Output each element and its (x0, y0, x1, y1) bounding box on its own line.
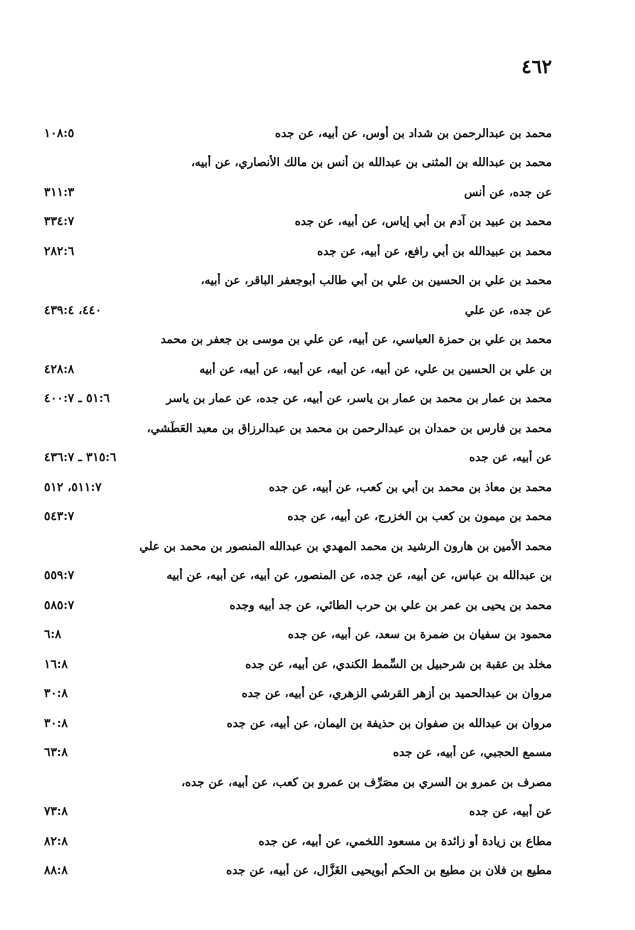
entry-text: محمد بن عبيد بن آدم بن أبي إياس، عن أبيه، عن جده (294, 214, 552, 229)
entry-text: مخلد بن عقبة بن شرحبيل بن السِّمط الكندي، عن أبيه، عن جده (245, 656, 552, 671)
entry-text: محمد بن فارس بن حمدان بن عبدالرحمن بن محمد بن عبدالرزاق بن معبد العَطَشي، (146, 420, 552, 435)
index-entry (44, 207, 552, 237)
entry-text: محمد بن معاذ بن محمد بن أبي بن كعب، عن أبيه، عن جده (268, 479, 552, 494)
entry-reference: ١٦:٨ (44, 656, 68, 671)
entry-text: مطيع بن فلان بن مطيع بن الحكم أبويحيى الغَزَّال، عن أبيه، عن جده (226, 863, 552, 878)
entry-text: محمود بن سفيان بن ضمرة بن سعد، عن أبيه، عن جده (287, 627, 552, 642)
entry-reference: ٤٢٨:٨ (44, 361, 75, 376)
entry-reference: ٤٤٠، ٤٣٩:٤ (44, 302, 102, 317)
entry-reference: ٥٨٥:٧ (44, 597, 75, 612)
index-entry (44, 236, 552, 266)
index-entry (44, 118, 552, 148)
index-entry (44, 738, 552, 768)
index-entry (44, 384, 552, 414)
entry-text: محمد بن ميمون بن كعب بن الخزرج، عن أبيه، عن جده (287, 509, 552, 524)
index-entry (44, 561, 552, 591)
entry-text: عن أبيه، عن جده (469, 450, 552, 465)
index-entry (44, 649, 552, 679)
entry-reference: ٣٣٤:٧ (44, 214, 75, 229)
entry-reference: ٣١١:٣ (44, 184, 75, 199)
index-entry (44, 148, 552, 178)
index-entry (44, 708, 552, 738)
entry-text: مروان بن عبدالله بن صفوان بن حذيفة بن اليمان، عن أبيه، عن جده (226, 715, 552, 730)
entry-reference: ٨٨:٨ (44, 863, 68, 878)
entry-text: محمد بن عبدالله بن المثنى بن عبدالله بن أنس بن مالك الأنصاري، عن أبيه، (191, 155, 552, 170)
index-entry (44, 443, 552, 473)
entry-reference: ٢٨٢:٦ (44, 243, 75, 258)
entry-text: محمد بن عبدالرحمن بن شداد بن أوس، عن أبيه، عن جده (275, 125, 552, 140)
entry-text: مصرف بن عمرو بن السري بن مصَرِّف بن عمرو بن كعب، عن أبيه، عن جده، (181, 774, 552, 789)
entry-text: محمد بن يحيى بن عمر بن علي بن حرب الطائي، عن جد أبيه وجده (229, 597, 552, 612)
index-entry (44, 413, 552, 443)
entry-reference: ٧٣:٨ (44, 804, 68, 819)
entry-reference: ٥١:٦ ـ ٤٠٠:٧ (44, 391, 110, 406)
entry-text: بن علي بن الحسين بن علي، عن أبيه، عن أبيه، عن أبيه، عن أبيه، عن أبيه (199, 361, 552, 376)
entry-text: عن أبيه، عن جده (469, 804, 552, 819)
index-entry (44, 826, 552, 856)
entry-reference: ٦٣:٨ (44, 745, 68, 760)
index-entry (44, 679, 552, 709)
entry-text: محمد بن عمار بن محمد بن عمار بن ياسر، عن أبيه، عن جده، عن عمار بن ياسر (166, 391, 552, 406)
index-entry (44, 590, 552, 620)
index-entry (44, 620, 552, 650)
entry-text: محمد بن علي بن الحسين بن علي بن أبي طالب أبوجعفر الباقر، عن أبيه، (200, 273, 552, 288)
index-entry (44, 856, 552, 886)
entry-reference: ٥٥٩:٧ (44, 568, 75, 583)
entry-text: محمد بن عبيدالله بن أبي رافع، عن أبيه، عن جده (317, 243, 552, 258)
entry-reference: ٣٠:٨ (44, 686, 68, 701)
index-entry (44, 531, 552, 561)
entry-text: مروان بن عبدالحميد بن أزهر القرشي الزهري، عن أبيه، عن جده (241, 686, 552, 701)
entry-text: عن جده، عن علي (464, 302, 552, 317)
entry-text: مطاع بن زيادة أو زائدة بن مسعود اللخمي، عن أبيه، عن جده (258, 833, 552, 848)
index-entry (44, 295, 552, 325)
entry-reference: ٥٤٣:٧ (44, 509, 75, 524)
entry-reference: ٣٠:٨ (44, 715, 68, 730)
index-entry (44, 797, 552, 827)
narrator-index-list (44, 118, 552, 885)
entry-text: محمد بن علي بن حمزة العباسي، عن أبيه، عن علي بن موسى بن جعفر بن محمد (160, 332, 552, 347)
index-entry (44, 354, 552, 384)
entry-text: محمد الأمين بن هارون الرشيد بن محمد المهدي بن عبدالله المنصور بن محمد بن علي (139, 538, 552, 553)
index-entry (44, 472, 552, 502)
entry-text: عن جده، عن أنس (464, 184, 552, 199)
entry-text: مسمع الحجبي، عن أبيه، عن جده (393, 745, 552, 760)
entry-reference: ٨٢:٨ (44, 833, 68, 848)
index-entry (44, 325, 552, 355)
index-entry (44, 767, 552, 797)
index-entry (44, 502, 552, 532)
entry-text: بن عبدالله بن عباس، عن أبيه، عن جده، عن المنصور، عن أبيه، عن أبيه، عن أبيه (166, 568, 552, 583)
entry-reference: ٥١١:٧، ٥١٢ (44, 479, 102, 494)
index-entry (44, 266, 552, 296)
entry-reference: ٦:٨ (44, 627, 62, 642)
page-number: ٤٦٢ (521, 56, 552, 78)
entry-reference: ١٠٨:٥ (44, 125, 75, 140)
index-entry (44, 177, 552, 207)
entry-reference: ٣١٥:٦ ـ ٤٣٦:٧ (44, 450, 117, 465)
